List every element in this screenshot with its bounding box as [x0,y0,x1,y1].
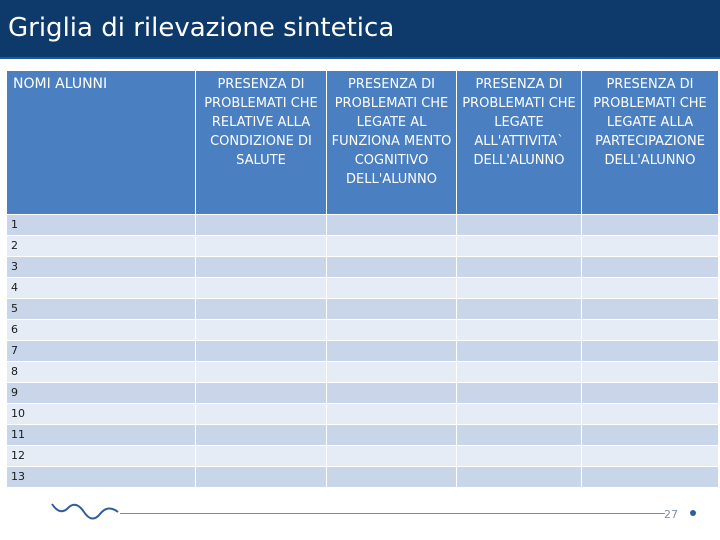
table-row [7,257,719,278]
table-cell[interactable] [457,278,582,299]
assessment-grid [6,70,719,488]
table-row [7,299,719,320]
table-cell[interactable] [457,299,582,320]
row-number: 5 [7,299,196,320]
row-number: 7 [7,341,196,362]
table-cell[interactable] [327,278,457,299]
table-cell[interactable] [582,236,719,257]
table-row [7,278,719,299]
table-cell[interactable] [327,404,457,425]
column-header-activity: PRESENZA DI PROBLEMATI CHE LEGATE ALL'ATTIVITA` DELL'ALUNNO [457,71,582,215]
column-header-names: NOMI ALUNNI [7,71,196,215]
page-title: Griglia di rilevazione sintetica [8,13,395,43]
table-header-row [7,71,719,215]
footer-dot [690,510,696,516]
table-cell[interactable] [327,341,457,362]
table-cell[interactable] [457,341,582,362]
table-cell[interactable] [582,257,719,278]
row-number: 12 [7,446,196,467]
table-cell[interactable] [457,236,582,257]
table-cell[interactable] [457,446,582,467]
table-cell[interactable] [196,446,327,467]
table-row [7,236,719,257]
table-cell[interactable] [457,257,582,278]
row-number: 3 [7,257,196,278]
table-row [7,467,719,488]
table-cell[interactable] [582,467,719,488]
table-row [7,362,719,383]
column-header-participation: PRESENZA DI PROBLEMATI CHE LEGATE ALLA PARTECIPAZIONE DELL'ALUNNO [582,71,719,215]
table-cell[interactable] [582,383,719,404]
table-cell[interactable] [582,320,719,341]
table-row [7,446,719,467]
table-cell[interactable] [196,320,327,341]
row-number: 9 [7,383,196,404]
row-number: 2 [7,236,196,257]
table-cell[interactable] [327,383,457,404]
table-row [7,383,719,404]
table-cell[interactable] [196,467,327,488]
table-cell[interactable] [582,362,719,383]
table-row [7,320,719,341]
title-bar [0,0,720,59]
table-cell[interactable] [582,404,719,425]
table-cell[interactable] [327,215,457,236]
table-cell[interactable] [196,383,327,404]
column-header-cognitive: PRESENZA DI PROBLEMATI CHE LEGATE AL FUNZIONA MENTO COGNITIVO DELL'ALUNNO [327,71,457,215]
table-cell[interactable] [457,425,582,446]
table-cell[interactable] [327,467,457,488]
table-cell[interactable] [196,425,327,446]
table-cell[interactable] [196,341,327,362]
table-cell[interactable] [457,383,582,404]
row-number: 1 [7,215,196,236]
table-cell[interactable] [582,278,719,299]
table-cell[interactable] [196,257,327,278]
table-cell[interactable] [327,236,457,257]
logo-icon [50,498,120,520]
column-header-health: PRESENZA DI PROBLEMATI CHE RELATIVE ALLA CONDIZIONE DI SALUTE [196,71,327,215]
table-cell[interactable] [582,446,719,467]
table-cell[interactable] [327,362,457,383]
table-cell[interactable] [327,320,457,341]
table-cell[interactable] [196,215,327,236]
row-number: 8 [7,362,196,383]
table-cell[interactable] [457,215,582,236]
table-cell[interactable] [196,278,327,299]
table-cell[interactable] [582,215,719,236]
footer-line [120,513,665,514]
row-number: 6 [7,320,196,341]
table-cell[interactable] [457,320,582,341]
table-row [7,215,719,236]
table-cell[interactable] [196,404,327,425]
table-cell[interactable] [457,404,582,425]
row-number: 10 [7,404,196,425]
row-number: 13 [7,467,196,488]
table-cell[interactable] [457,467,582,488]
table-row [7,341,719,362]
table-cell[interactable] [582,299,719,320]
table-cell[interactable] [327,425,457,446]
table-cell[interactable] [196,362,327,383]
row-number: 11 [7,425,196,446]
table-row [7,425,719,446]
table-cell[interactable] [196,299,327,320]
table-cell[interactable] [582,425,719,446]
table-cell[interactable] [327,446,457,467]
table-row [7,404,719,425]
table-cell[interactable] [327,257,457,278]
table-cell[interactable] [457,362,582,383]
table-cell[interactable] [327,299,457,320]
page-number: 27 [664,508,678,521]
row-number: 4 [7,278,196,299]
table-cell[interactable] [196,236,327,257]
table-cell[interactable] [582,341,719,362]
